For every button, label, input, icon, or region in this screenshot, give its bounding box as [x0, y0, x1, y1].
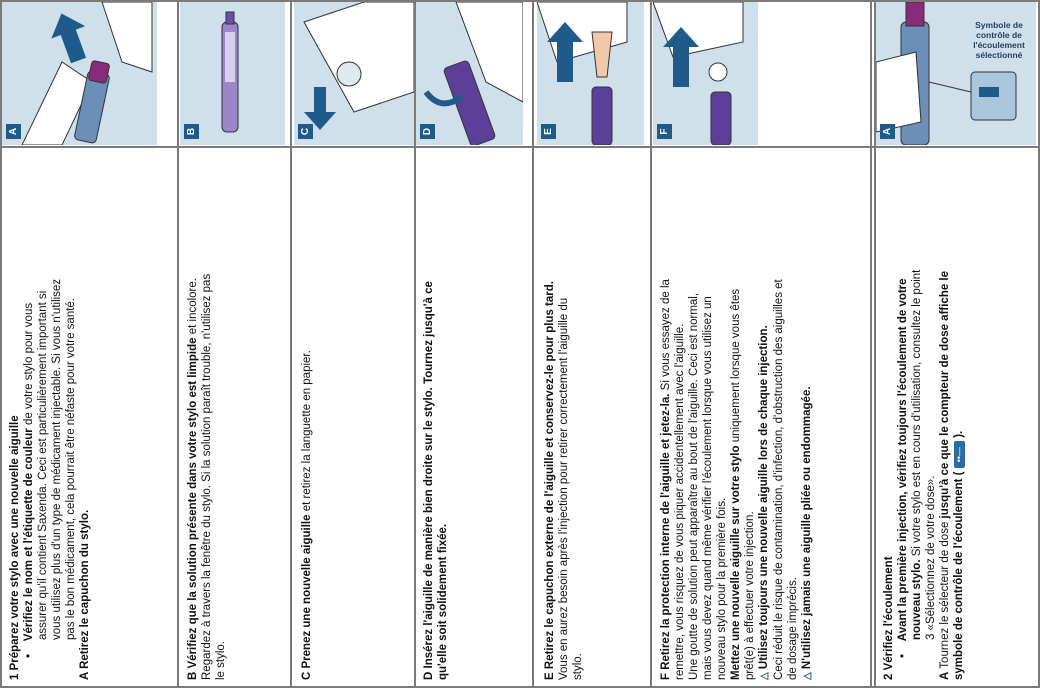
illustration-a-remove-cap [2, 2, 157, 145]
step-badge: A [6, 124, 21, 139]
step-e-line2: Vous en aurez besoin après l'injection pour retirer correctement l'aiguille du [558, 297, 570, 680]
step-c-text [294, 149, 414, 686]
step-2-a-prefix: A [939, 671, 951, 680]
step-b-text [180, 149, 290, 686]
step-f-rest: Si vous essayez de la [660, 279, 672, 394]
step-f-line4: mais vous devez quand même vérifier l'écoulement lorsque vous utilisez un [702, 296, 714, 680]
column-divider [177, 0, 179, 688]
step-f-line7: prêt(e) à effectuer votre injection. [744, 511, 756, 680]
step-f-line6-rest: uniquement lorsque vous êtes [730, 288, 742, 446]
step-b-bold: B Vérifiez que la solution présente dans votre stylo est limpide [187, 337, 199, 680]
step-c-bold: C Prenez une nouvelle aiguille [301, 514, 313, 680]
check-pen-name: Vérifiez le nom et l'étiquette de couleur [23, 428, 35, 642]
step-e-text [537, 149, 649, 686]
step-2-line3: 3 «Sélectionnez de votre dose». [925, 475, 937, 640]
step-1-a: A Retirez le capuchon du stylo. [79, 509, 91, 680]
column-divider [870, 0, 872, 688]
symbol-label: Symbole de contrôle de l'écoulement sélectionné [973, 20, 1025, 60]
warning-icon: △ [802, 672, 813, 680]
step-1-line3: vous utilisez plus d'un type de médicament injectable. Si vous n'utilisez [51, 278, 63, 640]
step-2-title: 2 Vérifiez l'écoulement [883, 556, 895, 680]
step-2-a-rest: Tournez le sélecteur de dose [939, 518, 951, 672]
table-row-divider [0, 146, 1040, 148]
step-e-line1: E Retirez le capuchon externe de l'aiguille et conservez-le pour plus tard. [544, 281, 556, 680]
bullet: • [23, 641, 35, 658]
illustration-f-remove-inner-cap [653, 2, 758, 145]
column-divider [414, 0, 416, 688]
step-f-line6-bold: Mettez une nouvelle aiguille sur votre stylo [730, 445, 742, 680]
warning-1-line2: Ceci réduit le risque de contamination, d'infection, d'obstruction des aiguilles et [773, 279, 785, 680]
illustration-2a-flow-check [876, 2, 1036, 145]
column-divider [874, 0, 876, 688]
step-2-line2-bold: nouveau stylo. [911, 559, 923, 640]
bullet: • [897, 641, 909, 658]
step-f-line5: nouveau stylo pour la première fois. [716, 497, 728, 680]
column-divider [532, 0, 534, 688]
step-d-line2: qu'elle soit solidement fixée. [437, 523, 449, 680]
step-badge: C [298, 124, 313, 139]
step-2-line5-end: ). [953, 430, 965, 441]
step-2-line2-rest: Si votre stylo est en cours d'utilisation, consultez le point [911, 269, 923, 560]
hands-pen-cap-icon [2, 2, 157, 145]
warning-icon: △ [759, 672, 770, 680]
step-1-line2: assurer qu'il contient Saxenda. Ceci est particulièrement important si [37, 290, 49, 640]
warning-1-line3: de dosage imprécis. [787, 577, 799, 680]
step-badge: A [880, 124, 895, 139]
step-e-line3: stylo. [572, 653, 584, 680]
step-b-line3: le stylo. [215, 641, 227, 680]
step-badge: E [541, 124, 556, 139]
warning-1: Utilisez toujours une nouvelle aiguille lors de chaque injection. [758, 325, 770, 670]
check-pen-name-rest: de votre stylo pour vous [23, 302, 35, 429]
column-divider [290, 0, 292, 688]
step-1-title: 1 Préparez votre stylo avec une nouvelle aiguille [9, 415, 21, 680]
step-badge: B [184, 124, 199, 139]
step-2-bullet: Avant la première injection, vérifiez toujours l'écoulement de votre [897, 278, 909, 642]
step-b-rest: et incolore. [187, 278, 199, 338]
column-divider [0, 0, 2, 688]
step-f-line2: remettre, vous risquez de vous piquer accidentellement avec l'aiguille. [674, 323, 686, 680]
step-d-text [416, 149, 531, 686]
step-f-line3: Une goutte de solution peut apparaître au bout de l'aiguille. Ceci est normal, [688, 292, 700, 680]
flow-check-symbol-icon: ••— [954, 441, 965, 468]
step-2-line5-bold: symbole de contrôle de l'écoulement ( [953, 471, 965, 680]
illustration-d-attach-needle [416, 2, 523, 145]
warning-2: N'utilisez jamais une aiguille pliée ou endommagée. [801, 386, 813, 670]
column-divider [650, 0, 652, 688]
step-d-line1: D Insérez l'aiguille de manière bien droite sur le stylo. Tournez jusqu'à ce [423, 281, 435, 680]
step-1-text [2, 149, 177, 686]
illustration-b-check-solution [180, 2, 285, 145]
step-f-bold: F Retirez la protection interne de l'aiguille et jetez-la. [660, 393, 672, 680]
step-2-text [876, 149, 1038, 686]
step-1-line4: pas le bon médicament, cela pourrait être néfaste pour votre santé. [65, 297, 77, 640]
table-border-top [0, 0, 1040, 2]
illustration-c-new-needle [294, 2, 414, 145]
step-c-rest: et retirez la languette en papier. [301, 350, 313, 515]
step-f-text [653, 149, 868, 686]
step-2-a-bold: jusqu'à ce que le compteur de dose affiche le [939, 270, 951, 519]
step-badge: F [657, 124, 672, 139]
step-badge: D [420, 124, 435, 139]
illustration-e-remove-outer-cap [537, 2, 644, 145]
step-b-line2: Regardez à travers la fenêtre du stylo. Si la solution paraît trouble, n'utilisez pas [201, 273, 213, 680]
